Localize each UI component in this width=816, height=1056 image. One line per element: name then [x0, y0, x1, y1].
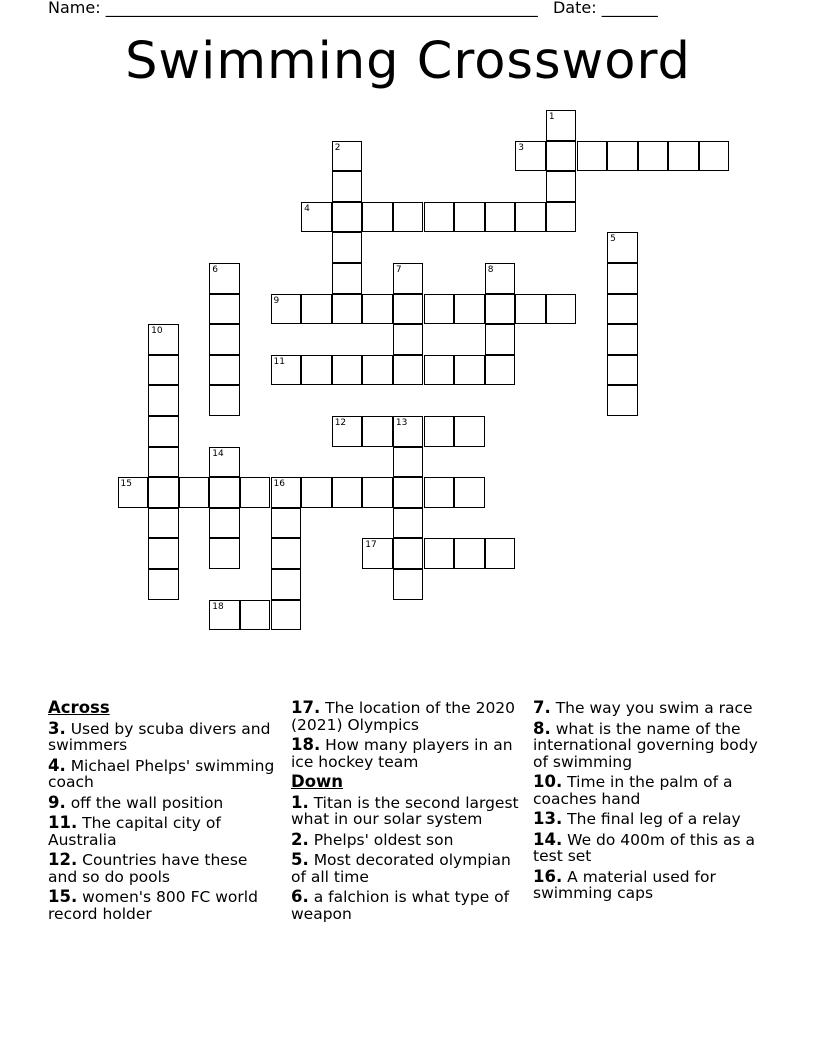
grid-cell[interactable]	[362, 416, 393, 447]
clue-number: 8.	[533, 718, 551, 738]
grid-cell[interactable]	[148, 416, 179, 447]
grid-cell[interactable]	[607, 263, 638, 294]
clue-down	[291, 889, 523, 922]
grid-cell[interactable]	[179, 477, 210, 508]
clue-text: Time in the palm of a coaches hand	[533, 773, 733, 808]
grid-cell[interactable]	[332, 477, 363, 508]
clue-down	[291, 792, 523, 828]
grid-cell[interactable]	[393, 538, 424, 569]
clue-number-label: 9	[273, 295, 280, 306]
grid-cell[interactable]	[148, 508, 179, 539]
clue-number-label: 11	[273, 356, 285, 367]
grid-cell[interactable]	[668, 141, 699, 172]
clue-text: what is the name of the international governing body of swimming	[533, 719, 758, 771]
grid-cell[interactable]	[209, 324, 240, 355]
grid-cell[interactable]	[424, 538, 455, 569]
clue-number: 1.	[291, 792, 309, 812]
grid-cell[interactable]	[332, 202, 363, 233]
grid-cell[interactable]	[209, 355, 240, 386]
grid-cell[interactable]	[607, 141, 638, 172]
grid-cell[interactable]	[454, 538, 485, 569]
clue-down	[533, 718, 765, 771]
clue-across	[48, 755, 280, 791]
clue-across	[48, 815, 280, 848]
clue-number-label: 18	[212, 601, 224, 612]
clue-number: 12.	[48, 850, 78, 869]
grid-cell[interactable]	[209, 538, 240, 569]
name-label: Name:	[48, 0, 101, 17]
clue-number: 15.	[48, 887, 78, 906]
clue-number: 18.	[291, 735, 321, 754]
clue-text: a falchion is what type of weapon	[291, 888, 510, 923]
clue-text: The location of the 2020 (2021) Olympics	[291, 699, 516, 734]
grid-cell[interactable]	[424, 355, 455, 386]
clue-number: 2.	[291, 829, 309, 849]
grid-cell[interactable]	[148, 324, 179, 355]
clue-down	[533, 866, 765, 902]
grid-cell[interactable]	[332, 141, 363, 172]
grid-cell[interactable]	[393, 202, 424, 233]
down-heading: Down	[291, 772, 344, 791]
date-label: Date:	[552, 0, 597, 17]
clue-text: We do 400m of this as a test set	[533, 830, 755, 865]
grid-cell[interactable]	[607, 355, 638, 386]
clue-down	[533, 700, 765, 717]
grid-cell[interactable]	[148, 477, 179, 508]
grid-cell[interactable]	[485, 202, 516, 233]
grid-cell[interactable]	[454, 355, 485, 386]
clue-text: Most decorated olympian of all time	[291, 851, 511, 886]
grid-cell[interactable]	[515, 141, 546, 172]
grid-cell[interactable]	[485, 263, 516, 294]
grid-cell[interactable]	[393, 416, 424, 447]
grid-cell[interactable]	[577, 141, 608, 172]
grid-cell[interactable]	[148, 538, 179, 569]
grid-cell[interactable]	[424, 202, 455, 233]
grid-cell[interactable]	[271, 508, 302, 539]
grid-cell[interactable]	[362, 355, 393, 386]
grid-cell[interactable]	[271, 477, 302, 508]
grid-cell[interactable]	[332, 355, 363, 386]
clue-number-label: 6	[212, 265, 219, 275]
grid-cell[interactable]	[209, 600, 240, 631]
clue-number: 14.	[533, 829, 563, 849]
grid-cell[interactable]	[546, 294, 577, 325]
grid-cell[interactable]	[271, 294, 302, 325]
clues-column-2	[291, 700, 523, 926]
across-heading: Across	[48, 698, 110, 717]
clue-across	[48, 889, 280, 922]
clue-number-label: 10	[151, 326, 163, 337]
grid-cell[interactable]	[209, 385, 240, 416]
clue-number-label: 2	[334, 142, 341, 153]
grid-cell[interactable]	[209, 263, 240, 294]
grid-cell[interactable]	[271, 569, 302, 600]
grid-cell[interactable]	[546, 171, 577, 202]
clue-text: How many players in an ice hockey team	[291, 736, 513, 771]
page-title: Swimming Crossword	[125, 32, 691, 91]
grid-cell[interactable]	[332, 294, 363, 325]
clue-number: 3.	[48, 718, 66, 738]
clue-text: A material used for swimming caps	[533, 867, 716, 902]
grid-cell[interactable]	[362, 202, 393, 233]
clue-number-label: 7	[395, 265, 402, 275]
clue-across	[48, 852, 280, 885]
clue-text: Michael Phelps' swimming coach	[48, 756, 275, 791]
clue-number: 13.	[533, 809, 563, 828]
grid-cell[interactable]	[148, 355, 179, 386]
grid-cell[interactable]	[546, 141, 577, 172]
grid-cell[interactable]	[271, 355, 302, 386]
clues-column-3	[533, 700, 765, 906]
grid-cell[interactable]	[454, 416, 485, 447]
clue-number: 6.	[291, 887, 309, 906]
clue-text: The final leg of a relay	[567, 810, 741, 828]
clue-down	[291, 829, 523, 849]
grid-cell[interactable]	[301, 477, 332, 508]
grid-cell[interactable]	[393, 508, 424, 539]
clue-down	[533, 829, 765, 865]
clue-number: 17.	[291, 698, 321, 717]
clue-number: 4.	[48, 755, 66, 775]
grid-cell[interactable]	[148, 447, 179, 478]
clue-number-label: 12	[334, 418, 347, 428]
grid-cell[interactable]	[485, 538, 516, 569]
clue-number-label: 16	[273, 479, 285, 490]
clue-text: Phelps' oldest son	[313, 830, 454, 849]
clue-text: off the wall position	[70, 793, 224, 812]
grid-cell[interactable]	[607, 324, 638, 355]
grid-cell[interactable]	[148, 385, 179, 416]
grid-cell[interactable]	[209, 447, 240, 478]
clue-number-label: 17	[365, 540, 377, 551]
clues-column-1	[48, 700, 280, 926]
clue-number: 9.	[48, 792, 66, 812]
clue-number-label: 15	[120, 479, 132, 490]
grid-cell[interactable]	[546, 110, 577, 141]
grid-cell[interactable]	[332, 171, 363, 202]
grid-cell[interactable]	[332, 232, 363, 263]
grid-cell[interactable]	[148, 569, 179, 600]
grid-cell[interactable]	[699, 141, 730, 172]
grid-cell[interactable]	[118, 477, 149, 508]
grid-cell[interactable]	[393, 294, 424, 325]
clue-number: 5.	[291, 850, 309, 869]
grid-cell[interactable]	[454, 294, 485, 325]
clue-number-label: 5	[610, 234, 616, 245]
grid-cell[interactable]	[485, 294, 516, 325]
clue-number-label: 3	[518, 142, 525, 153]
grid-cell[interactable]	[424, 416, 455, 447]
clue-text: women's 800 FC world record holder	[48, 888, 258, 923]
clue-number: 11.	[48, 813, 78, 832]
name-blank[interactable]: ______________________________________________________	[105, 0, 538, 17]
grid-cell[interactable]	[209, 508, 240, 539]
grid-cell[interactable]	[485, 355, 516, 386]
grid-cell[interactable]	[393, 447, 424, 478]
grid-cell[interactable]	[209, 294, 240, 325]
clue-number: 10.	[533, 772, 563, 791]
grid-cell[interactable]	[393, 355, 424, 386]
grid-cell[interactable]	[393, 324, 424, 355]
clue-text: Used by scuba divers and swimmers	[48, 719, 271, 754]
grid-cell[interactable]	[607, 385, 638, 416]
grid-cell[interactable]	[301, 202, 332, 233]
clue-number: 7.	[533, 698, 551, 717]
clue-down	[291, 852, 523, 885]
clue-text: Countries have these and so do pools	[48, 851, 248, 886]
clue-across	[48, 718, 280, 754]
grid-cell[interactable]	[301, 294, 332, 325]
grid-cell[interactable]	[424, 294, 455, 325]
clue-number-label: 14	[212, 448, 224, 459]
clue-text: The way you swim a race	[555, 699, 753, 717]
grid-cell[interactable]	[638, 141, 669, 172]
grid-cell[interactable]	[515, 202, 546, 233]
grid-cell[interactable]	[301, 355, 332, 386]
clue-number-label: 4	[304, 203, 310, 214]
clue-text: Titan is the second largest what in our solar system	[291, 793, 519, 828]
clue-number-label: 1	[548, 112, 555, 122]
grid-cell[interactable]	[454, 477, 485, 508]
clue-down	[533, 774, 765, 807]
grid-cell[interactable]	[362, 477, 393, 508]
clue-number: 16.	[533, 866, 563, 886]
grid-cell[interactable]	[424, 477, 455, 508]
grid-cell[interactable]	[393, 477, 424, 508]
grid-cell[interactable]	[607, 294, 638, 325]
grid-cell[interactable]	[607, 232, 638, 263]
grid-cell[interactable]	[332, 263, 363, 294]
grid-cell[interactable]	[393, 263, 424, 294]
clue-across	[48, 792, 280, 812]
clue-across	[291, 700, 523, 733]
grid-cell[interactable]	[362, 294, 393, 325]
grid-cell[interactable]	[271, 538, 302, 569]
grid-cell[interactable]	[209, 477, 240, 508]
clue-number-label: 13	[395, 418, 408, 428]
grid-cell[interactable]	[485, 324, 516, 355]
grid-cell[interactable]	[515, 294, 546, 325]
grid-cell[interactable]	[332, 416, 363, 447]
grid-cell[interactable]	[454, 202, 485, 233]
grid-cell[interactable]	[271, 600, 302, 631]
grid-cell[interactable]	[240, 600, 271, 631]
grid-cell[interactable]	[240, 477, 271, 508]
grid-cell[interactable]	[393, 569, 424, 600]
clue-down	[533, 811, 765, 828]
clue-number-label: 8	[487, 265, 494, 275]
grid-cell[interactable]	[546, 202, 577, 233]
clue-across	[291, 737, 523, 770]
clue-text: The capital city of Australia	[48, 814, 221, 849]
grid-cell[interactable]	[362, 538, 393, 569]
date-blank[interactable]: _______	[601, 0, 658, 17]
